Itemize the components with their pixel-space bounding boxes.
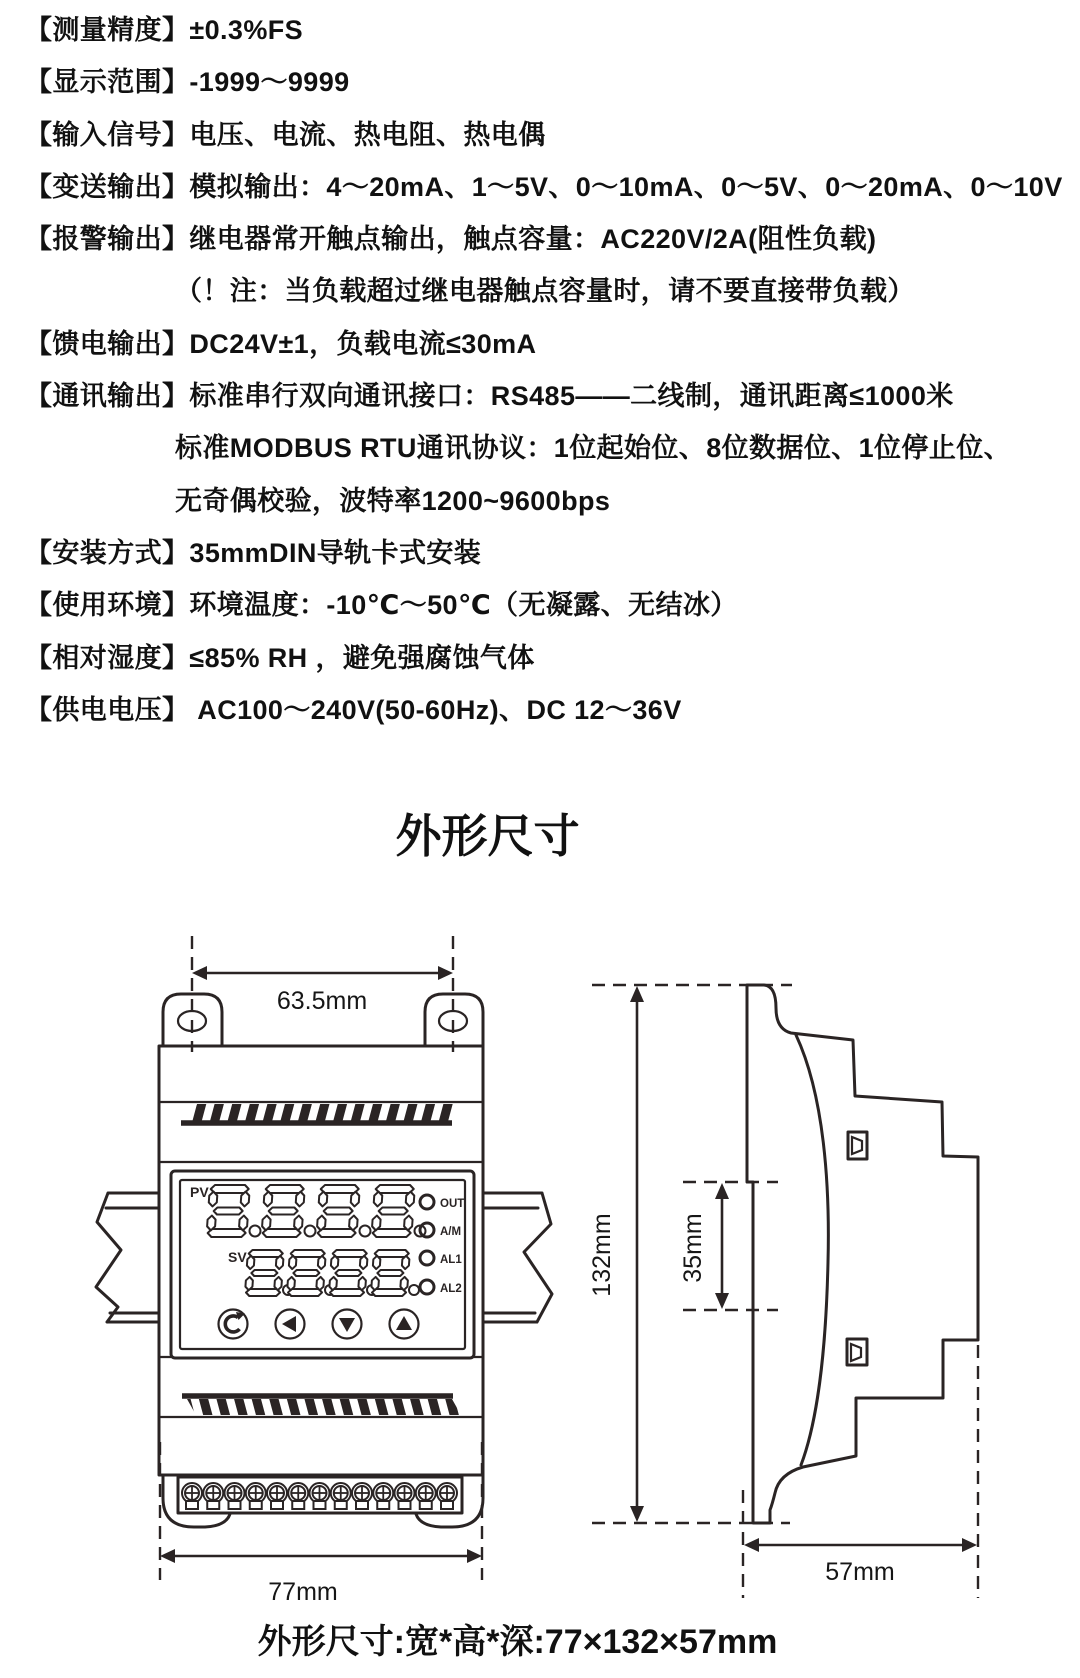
side-front-curve [796, 1035, 828, 1465]
din-clip-bottom [847, 1339, 867, 1365]
dimension-rail-width [679, 1182, 778, 1310]
terminal-screw-icon [395, 1483, 415, 1509]
terminal-screw-icon [182, 1483, 202, 1509]
spec-line-continuation: 无奇偶校验，波特率1200~9600bps [175, 485, 611, 516]
spec-line: 【馈电输出】DC24V±1，负载电流≤30mA [25, 328, 537, 359]
spec-line-continuation: 标准MODBUS RTU通讯协议：1位起始位、8位数据位、1位停止位、 [175, 433, 1012, 464]
terminal-screw-icon [437, 1483, 457, 1509]
depth-value: 57mm [825, 1558, 895, 1586]
terminal-screw-icon [373, 1483, 393, 1509]
terminal-screw-icon [225, 1483, 245, 1509]
hole-spacing-value: 63.5mm [276, 987, 368, 1015]
terminal-screw-icon [267, 1483, 287, 1509]
rail-width-value: 35mm [679, 1213, 707, 1283]
side-view [588, 985, 978, 1598]
spec-list [25, 4, 1072, 736]
spec-line-note: （！注：当负载超过继电器触点容量时，请不要直接带负载） [175, 276, 915, 307]
spec-line: 【显示范围】-1999～9999 [25, 67, 350, 98]
din-clip-top [848, 1132, 867, 1159]
front-view [96, 936, 552, 1606]
spec-line: 【变送输出】模拟输出：4～20mA、1～5V、0～10mA、0～5V、0～20mA、0～10V [25, 171, 1063, 202]
din-rail-right [483, 1193, 552, 1322]
terminal-screw-icon [310, 1483, 330, 1509]
dimensions-caption: 外形尺寸:宽*高*深:77×132×57mm [257, 1623, 778, 1661]
terminal-screw-icon [416, 1483, 436, 1509]
din-rail-left [96, 1193, 159, 1322]
terminal-screw-icon [352, 1483, 372, 1509]
indicator-label: AL2 [440, 1283, 462, 1295]
pv-label: PV [190, 1184, 209, 1200]
spec-line: 【供电电压】 AC100～240V(50-60Hz)、DC 12～36V [25, 694, 682, 725]
terminal-screw-icon [288, 1483, 308, 1509]
width-value: 77mm [268, 1578, 338, 1606]
section-title: 外形尺寸 [395, 810, 580, 862]
spec-line: 【相对湿度】≤85% RH ，避免强腐蚀气体 [25, 642, 535, 673]
indicator-label: AL1 [440, 1254, 462, 1266]
spec-line: 【测量精度】±0.3%FS [25, 15, 304, 45]
spec-line: 【输入信号】电压、电流、热电阻、热电偶 [25, 119, 546, 150]
dimension-hole-spacing [192, 936, 453, 1052]
vent-louver-top [181, 1104, 459, 1123]
terminal-screw-icon [331, 1483, 351, 1509]
spec-line: 【安装方式】35mmDIN导轨卡式安装 [25, 537, 482, 568]
spec-line: 【使用环境】环境温度：-10℃～50℃（无凝露、无结冰） [25, 590, 738, 621]
terminal-screw-icon [203, 1483, 223, 1509]
indicator-label: OUT [440, 1198, 465, 1210]
side-profile [747, 985, 978, 1523]
height-value: 132mm [588, 1213, 616, 1297]
terminal-screw-icon [246, 1483, 266, 1509]
outline-drawing [0, 760, 1080, 1678]
spec-line: 【报警输出】继电器常开触点输出，触点容量：AC220V/2A(阻性负载) [25, 224, 877, 255]
spec-line: 【通讯输出】标准串行双向通讯接口：RS485——二线制，通讯距离≤1000米 [25, 381, 954, 412]
sv-label: SV [228, 1249, 247, 1265]
indicator-label: A/M [440, 1226, 462, 1238]
